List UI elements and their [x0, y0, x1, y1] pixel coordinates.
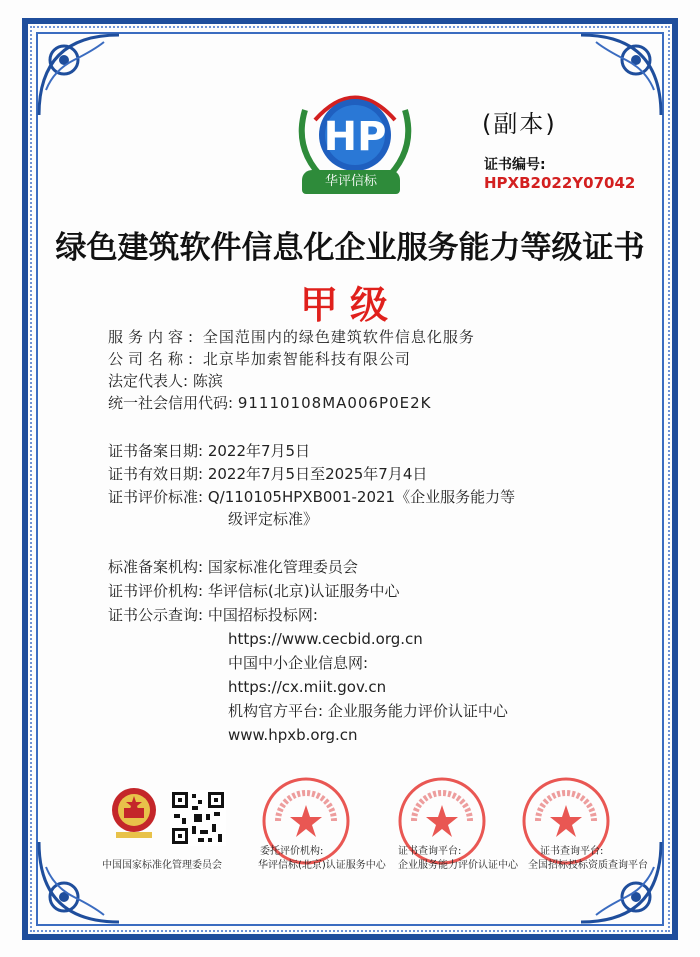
row-label: 证书有效日期: — [108, 465, 204, 483]
row-standard-agency — [108, 556, 358, 578]
corner-ornament — [34, 837, 124, 927]
row-value: 全国范围内的绿色建筑软件信息化服务 — [202, 328, 475, 346]
seal1-bottom-caption: 华评信标(北京)认证服务中心 — [258, 860, 386, 871]
row-value: 2022年7月5日至2025年7月4日 — [207, 465, 428, 483]
row-label: 证书公示查询: — [108, 606, 204, 624]
row-service — [108, 326, 475, 348]
seal3-top-caption: 证书查询平台: — [540, 846, 604, 857]
row-label: 公司名称: — [108, 350, 199, 368]
query-url-miit[interactable]: https://cx.miit.gov.cn — [228, 678, 387, 696]
row-value: 91110108MA006P0E2K — [237, 394, 432, 412]
seal2-bottom-caption: 企业服务能力评价认证中心 — [398, 860, 518, 871]
row-filing-date — [108, 440, 310, 462]
emblem-caption: 中国国家标准化管理委员会 — [102, 860, 222, 871]
row-label: 证书评价标准: — [108, 488, 204, 506]
row-standard — [108, 486, 515, 508]
row-legal-rep — [108, 370, 223, 392]
seal2-top-caption: 证书查询平台: — [398, 846, 462, 857]
row-value: 陈滨 — [192, 372, 223, 390]
row-company — [108, 348, 411, 370]
row-label: 证书备案日期: — [108, 442, 204, 460]
row-label: 统一社会信用代码: — [108, 394, 234, 412]
row-eval-agency — [108, 580, 400, 602]
corner-ornament — [34, 30, 124, 120]
query-url-cecbid[interactable]: https://www.cecbid.org.cn — [228, 630, 423, 648]
row-standard-cont: 级评定标准》 — [228, 510, 319, 528]
certificate-title: 绿色建筑软件信息化企业服务能力等级证书 — [55, 230, 645, 266]
query-line-miit-label: 中国中小企业信息网: — [228, 654, 369, 672]
svg-text:HP: HP — [323, 114, 387, 160]
grade: 甲级 — [299, 283, 400, 327]
row-query — [108, 604, 318, 626]
seal3-bottom-caption: 全国招标投标资质查询平台 — [528, 860, 648, 871]
row-value: 2022年7月5日 — [207, 442, 311, 460]
query-url-hpxb[interactable]: www.hpxb.org.cn — [228, 726, 358, 744]
corner-ornament — [576, 30, 666, 120]
query-line-platform: 机构官方平台: 企业服务能力评价认证中心 — [228, 702, 508, 720]
national-emblem-icon — [108, 786, 160, 840]
row-credit-code — [108, 392, 431, 414]
row-value: 中国招标投标网: — [207, 606, 318, 624]
qr-code[interactable] — [170, 790, 226, 846]
row-value: 华评信标(北京)认证服务中心 — [207, 582, 400, 600]
seal1-top-caption: 委托评价机构: — [260, 846, 324, 857]
cert-no-label: 证书编号: — [484, 157, 546, 173]
row-label: 服务内容: — [108, 328, 199, 346]
copy-label: (副本) — [482, 110, 557, 138]
row-label: 法定代表人: — [108, 372, 189, 390]
row-label: 证书评价机构: — [108, 582, 204, 600]
logo-caption: 华评信标 — [302, 170, 400, 194]
row-value: 国家标准化管理委员会 — [207, 558, 358, 576]
row-label: 标准备案机构: — [108, 558, 204, 576]
row-valid-date — [108, 463, 427, 485]
row-value: Q/110105HPXB001-2021《企业服务能力等 — [207, 488, 516, 506]
row-value: 北京毕加索智能科技有限公司 — [202, 350, 411, 368]
cert-no: HPXB2022Y07042 — [484, 174, 636, 192]
